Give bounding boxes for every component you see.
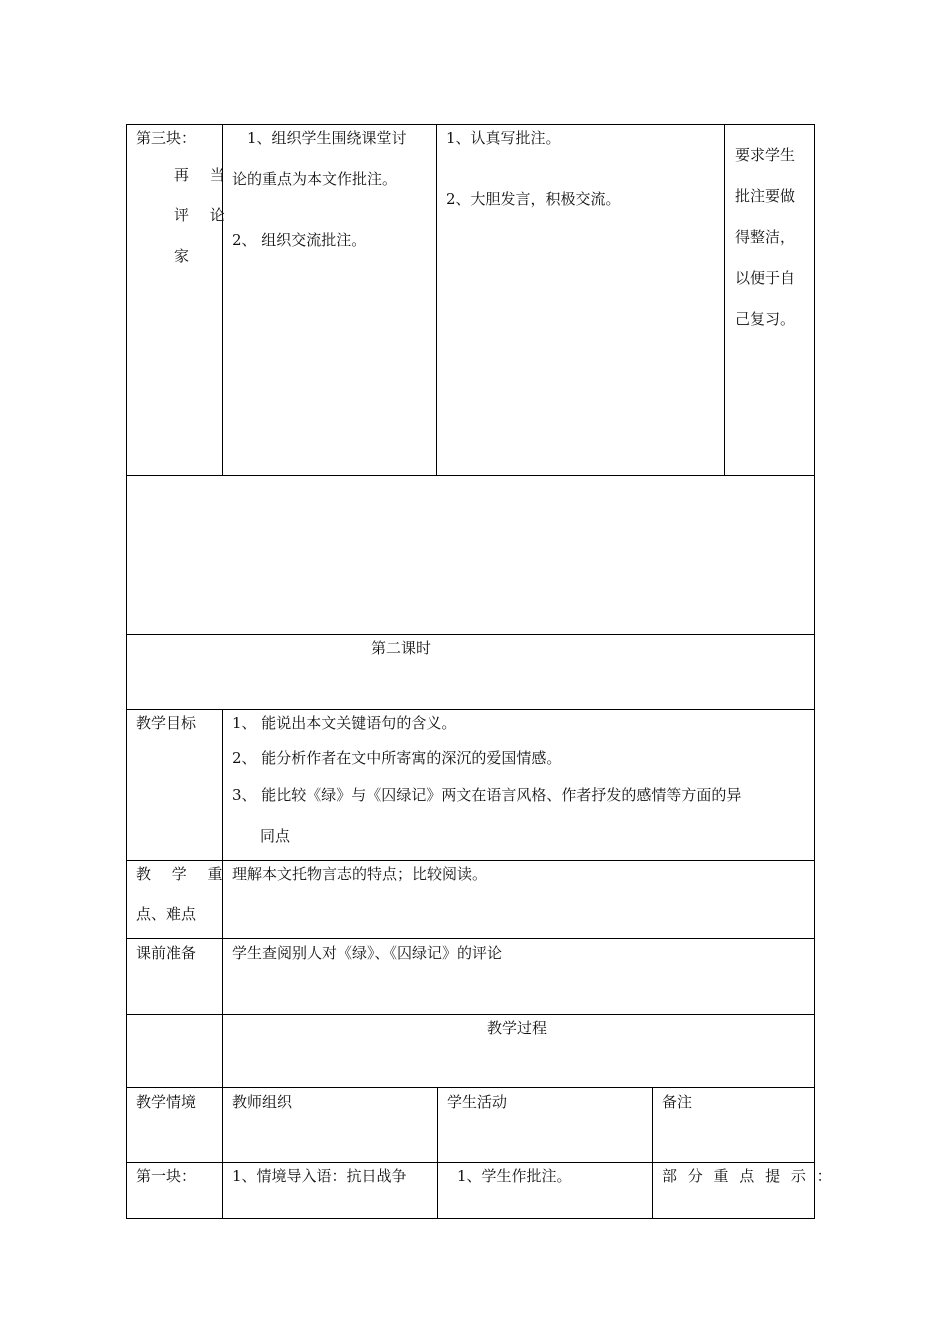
table-border-right xyxy=(814,124,815,1219)
focus-label-line: 教 学 重 xyxy=(136,865,231,883)
process-title: 教学过程 xyxy=(487,1019,548,1037)
block3-teacher-line: 1、组织学生围绕课堂讨 xyxy=(247,129,407,147)
block3-label: 第三块： xyxy=(136,129,197,147)
col-divider xyxy=(436,124,437,475)
goal-item: 1、 能说出本文关键语句的含义。 xyxy=(232,714,457,732)
row1-teacher: 1、情境导入语：抗日战争 xyxy=(232,1167,407,1185)
block3-note-line: 批注要做 xyxy=(735,187,796,205)
col-divider xyxy=(724,124,725,475)
prep-text: 学生查阅别人对《绿》、《囚绿记》的评论 xyxy=(232,944,503,962)
lesson-title: 第二课时 xyxy=(371,639,432,657)
col-divider xyxy=(437,1087,438,1218)
col-divider xyxy=(652,1087,653,1218)
col-divider xyxy=(222,709,223,1218)
row-divider xyxy=(126,1014,815,1015)
table-border-left xyxy=(126,124,127,1219)
row-divider xyxy=(126,634,815,635)
header-student: 学生活动 xyxy=(447,1093,508,1111)
goal-item: 同点 xyxy=(260,827,291,845)
block3-note-line: 己复习。 xyxy=(735,310,796,328)
row-divider xyxy=(126,1087,815,1088)
prep-label: 课前准备 xyxy=(136,944,197,962)
header-teacher: 教师组织 xyxy=(232,1093,293,1111)
block3-student-line: 1、认真写批注。 xyxy=(446,129,561,147)
row-divider xyxy=(126,709,815,710)
table-border-bottom xyxy=(126,1218,815,1219)
header-note: 备注 xyxy=(662,1093,693,1111)
row-divider xyxy=(126,1162,815,1163)
row-divider xyxy=(126,475,815,476)
block3-title-line: 再 当 xyxy=(174,166,233,184)
header-situation: 教学情境 xyxy=(136,1093,197,1111)
row1-label: 第一块： xyxy=(136,1167,197,1185)
row1-note: 部 分 重 点 提 示 ： xyxy=(662,1167,835,1185)
block3-note-line: 得整洁， xyxy=(735,228,796,246)
goal-item: 2、 能分析作者在文中所寄寓的深沉的爱国情感。 xyxy=(232,749,562,767)
block3-student-line: 2、大胆发言，积极交流。 xyxy=(446,190,621,208)
focus-text: 理解本文托物言志的特点；比较阅读。 xyxy=(232,865,488,883)
goal-item: 3、 能比较《绿》与《囚绿记》两文在语言风格、作者抒发的感情等方面的异 xyxy=(232,786,742,804)
block3-note-line: 要求学生 xyxy=(735,146,796,164)
row1-student: 1、学生作批注。 xyxy=(457,1167,572,1185)
block3-title-line: 家 xyxy=(174,247,190,265)
block3-teacher-line: 论的重点为本文作批注。 xyxy=(232,170,398,188)
row-divider xyxy=(126,938,815,939)
focus-label-line: 点、难点 xyxy=(136,905,197,923)
goals-label: 教学目标 xyxy=(136,714,197,732)
block3-teacher-line: 2、 组织交流批注。 xyxy=(232,231,367,249)
block3-title-line: 评 论 xyxy=(174,206,233,224)
table-border-top xyxy=(126,124,815,125)
row-divider xyxy=(126,860,815,861)
block3-note-line: 以便于自 xyxy=(735,269,796,287)
